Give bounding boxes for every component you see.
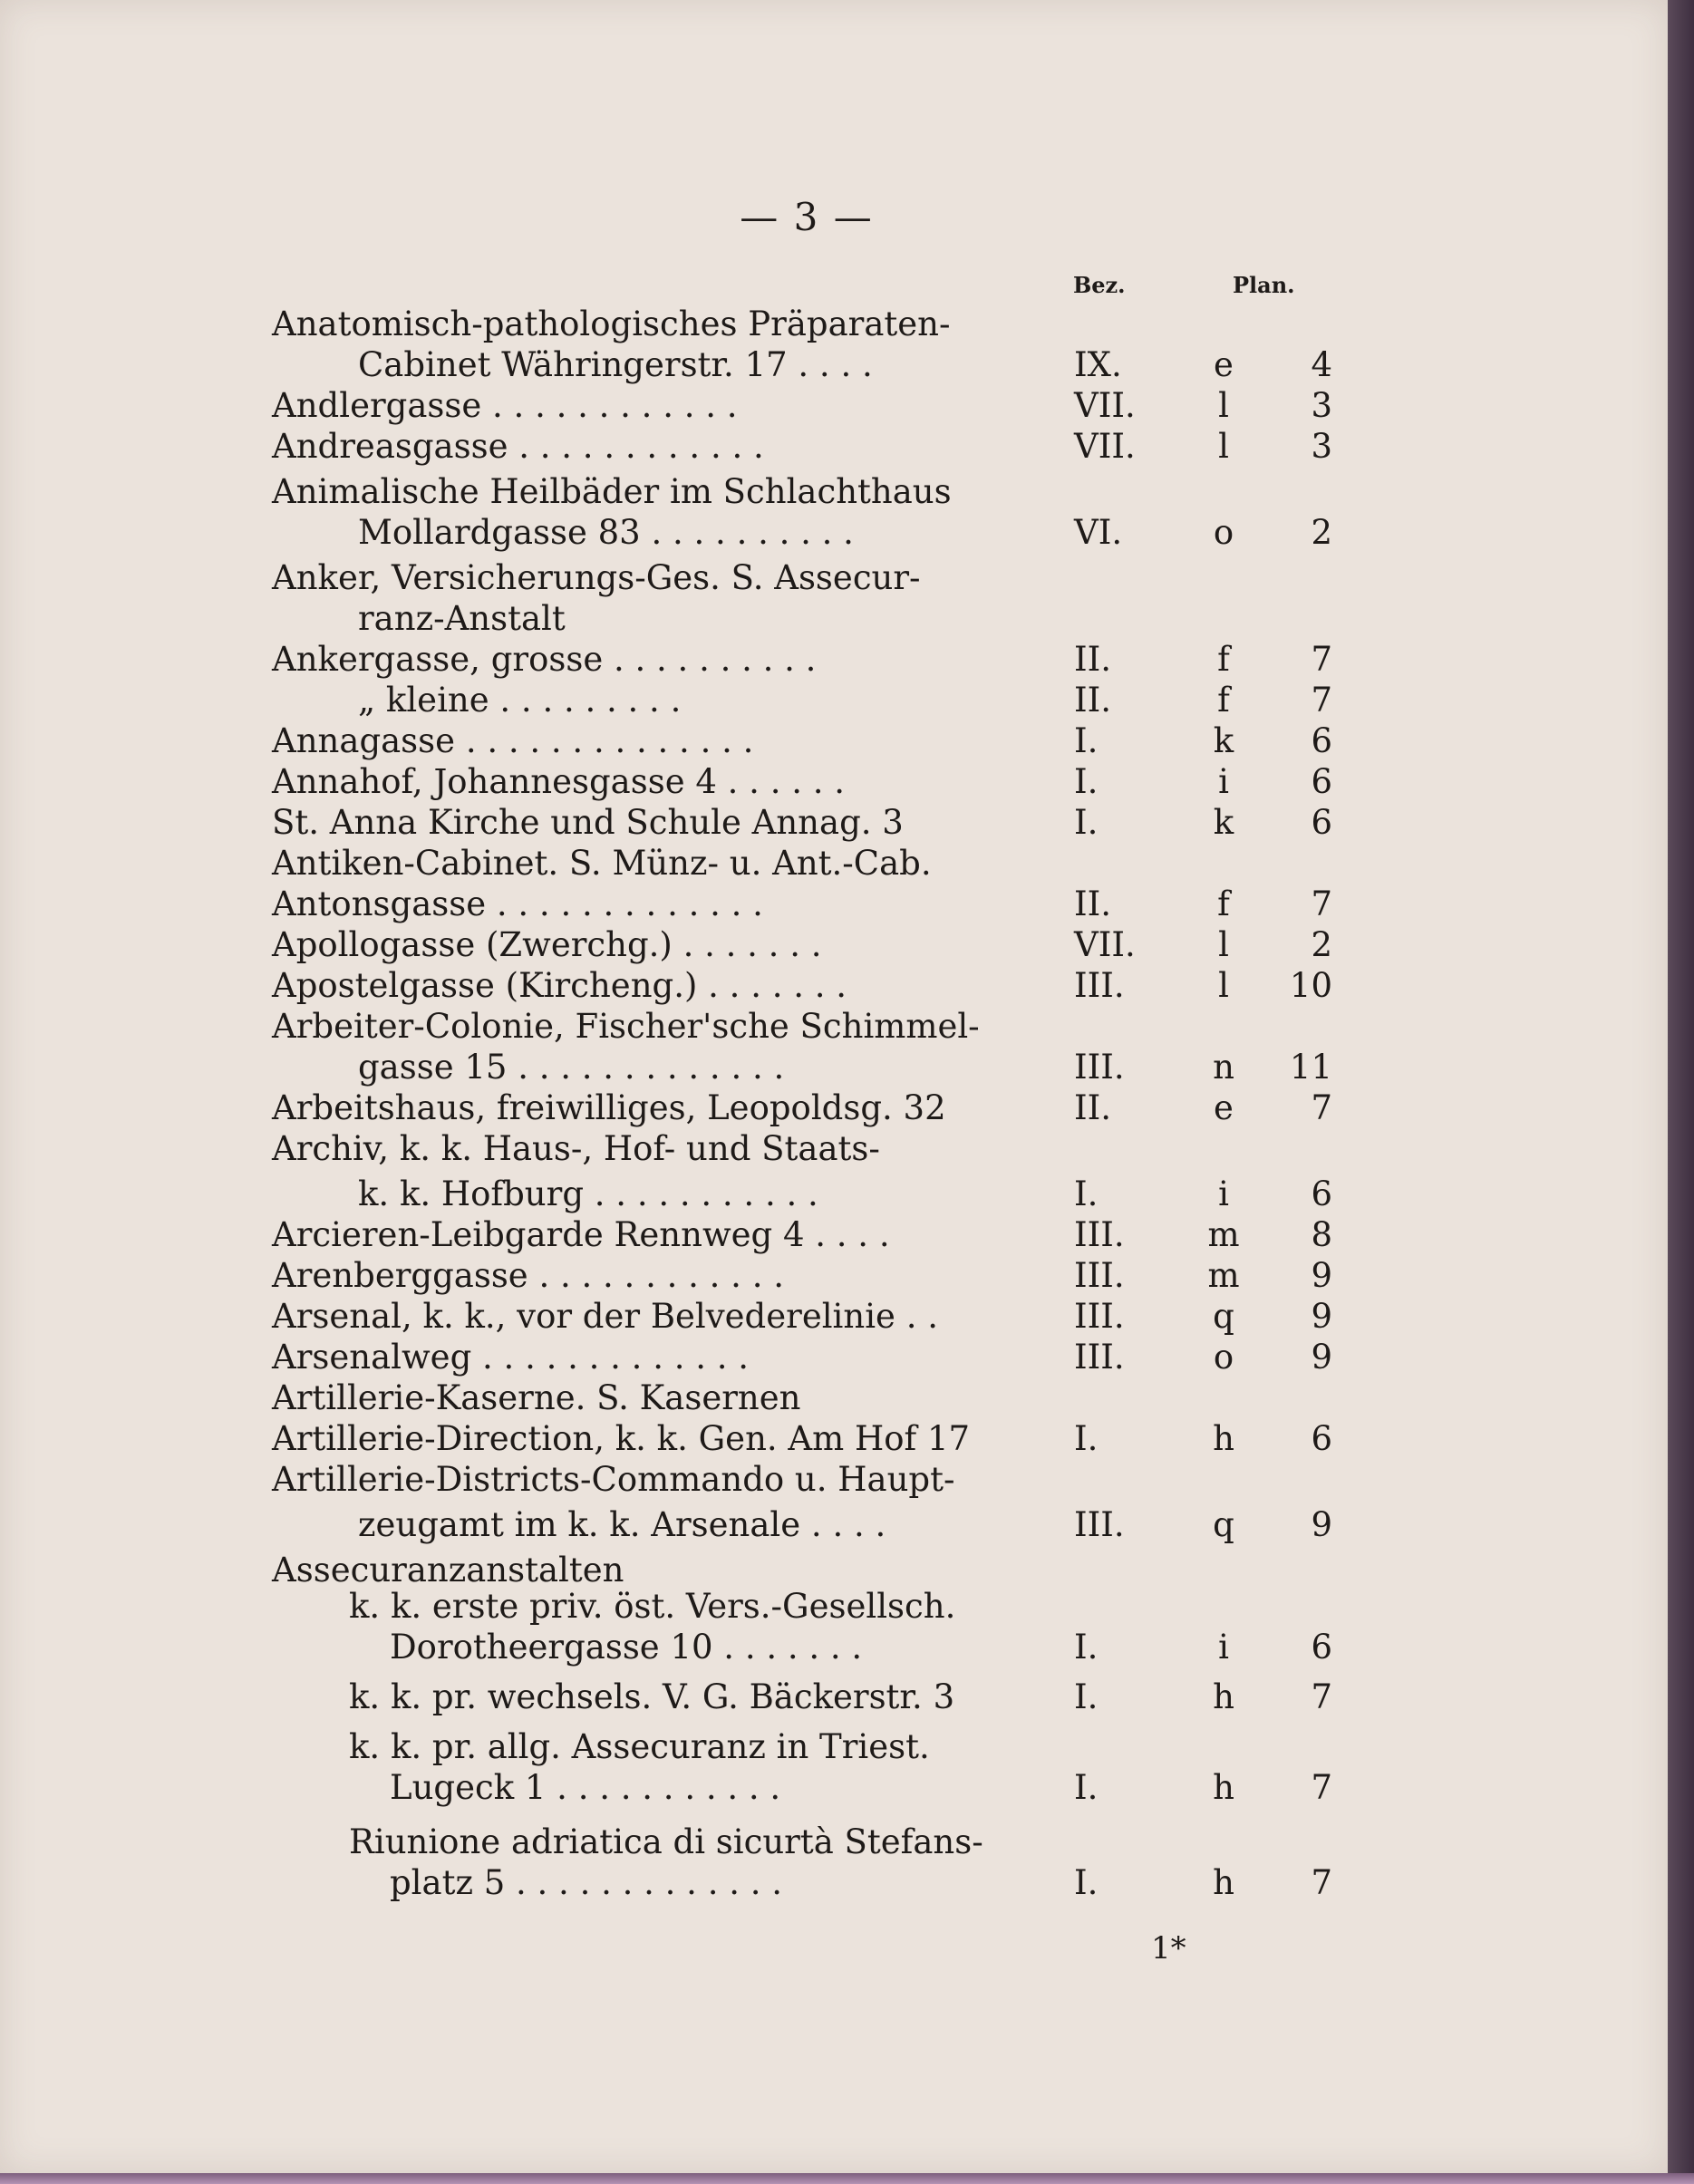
- book-edge-bottom: [0, 2173, 1694, 2184]
- entry-plan-number: 8: [1311, 1215, 1332, 1254]
- index-entry: [272, 426, 1360, 468]
- index-entry: [272, 1822, 1360, 1863]
- entry-plan-letter: f: [1217, 681, 1230, 720]
- entry-plan-letter: o: [1213, 513, 1234, 552]
- entry-bezirk: VII.: [1074, 925, 1136, 964]
- entry-text: zeugamt im k. k. Arsenale . . . .: [358, 1505, 886, 1544]
- index-entry: [272, 1726, 1360, 1768]
- entry-text: Lugeck 1 . . . . . . . . . . .: [390, 1768, 781, 1807]
- entry-plan-number: 2: [1311, 513, 1332, 552]
- entry-plan-number: 9: [1311, 1256, 1332, 1295]
- entry-bezirk: III.: [1074, 1215, 1125, 1254]
- index-entry: [272, 680, 1360, 721]
- entry-text: Annagasse . . . . . . . . . . . . . .: [272, 721, 754, 760]
- entry-text: Cabinet Währingerstr. 17 . . . .: [358, 345, 873, 384]
- index-entry: [272, 843, 1360, 884]
- entry-plan-letter: h: [1213, 1863, 1234, 1902]
- index-entry: [272, 761, 1360, 803]
- entry-text: „ kleine . . . . . . . . .: [358, 681, 682, 720]
- entry-bezirk: VII.: [1074, 386, 1136, 425]
- entry-plan-letter: o: [1213, 1338, 1234, 1377]
- index-entry: [272, 1459, 1360, 1501]
- entry-bezirk: IX.: [1074, 345, 1122, 384]
- entry-plan-letter: q: [1213, 1297, 1234, 1336]
- column-header-plan: Plan.: [1233, 272, 1295, 298]
- entry-text: Arbeiter-Colonie, Fischer'sche Schimmel-: [272, 1007, 980, 1046]
- entry-plan-letter: i: [1218, 1174, 1229, 1213]
- entry-bezirk: I.: [1074, 721, 1099, 760]
- index-entry: [272, 639, 1360, 681]
- entry-plan-number: 11: [1289, 1048, 1332, 1087]
- entry-text: Anker, Versicherungs-Ges. S. Assecur-: [272, 558, 921, 597]
- entry-text: platz 5 . . . . . . . . . . . . .: [390, 1863, 783, 1902]
- entry-text: Antonsgasse . . . . . . . . . . . . .: [272, 884, 763, 923]
- index-entry: [272, 512, 1360, 554]
- entry-text: St. Anna Kirche und Schule Annag. 3: [272, 803, 904, 842]
- entry-plan-number: 9: [1311, 1505, 1332, 1544]
- entry-text: Animalische Heilbäder im Schlachthaus: [272, 472, 952, 511]
- entry-plan-letter: k: [1213, 721, 1234, 760]
- entry-plan-number: 10: [1289, 966, 1332, 1005]
- entry-text: Dorotheergasse 10 . . . . . . .: [390, 1628, 863, 1667]
- entry-bezirk: I.: [1074, 1677, 1099, 1716]
- index-entry: [272, 598, 1360, 640]
- entry-text: ranz-Anstalt: [358, 599, 566, 638]
- entry-plan-number: 4: [1311, 345, 1332, 384]
- entry-plan-letter: i: [1218, 762, 1229, 801]
- entry-bezirk: III.: [1074, 1505, 1125, 1544]
- entry-bezirk: VII.: [1074, 427, 1136, 466]
- book-edge-right: [1668, 0, 1694, 2184]
- entry-plan-letter: e: [1214, 345, 1234, 384]
- entry-plan-letter: k: [1213, 803, 1234, 842]
- entry-plan-letter: l: [1218, 427, 1229, 466]
- entry-bezirk: I.: [1074, 1768, 1099, 1807]
- index-entry: [272, 1174, 1360, 1215]
- entry-bezirk: I.: [1074, 1174, 1099, 1213]
- index-entry: [272, 1337, 1360, 1378]
- entry-text: Annahof, Johannesgasse 4 . . . . . .: [272, 762, 846, 801]
- signature-mark: 1*: [1151, 1930, 1186, 1967]
- entry-plan-letter: n: [1213, 1048, 1234, 1087]
- index-entry: [272, 802, 1360, 844]
- index-entry: [272, 344, 1360, 386]
- entry-bezirk: I.: [1074, 803, 1099, 842]
- entry-bezirk: III.: [1074, 1338, 1125, 1377]
- index-entry: [272, 557, 1360, 599]
- entry-text: Arenberggasse . . . . . . . . . . . .: [272, 1256, 784, 1295]
- entry-plan-letter: m: [1207, 1215, 1240, 1254]
- index-entry: [272, 1214, 1360, 1256]
- entry-plan-letter: e: [1214, 1088, 1234, 1127]
- entry-plan-letter: l: [1218, 386, 1229, 425]
- index-entry: [272, 1862, 1360, 1904]
- entry-plan-number: 6: [1311, 1174, 1332, 1213]
- entry-bezirk: III.: [1074, 1297, 1125, 1336]
- entry-plan-number: 7: [1311, 1677, 1332, 1716]
- entry-text: Andlergasse . . . . . . . . . . . .: [272, 386, 738, 425]
- entry-plan-letter: q: [1213, 1505, 1234, 1544]
- entry-bezirk: I.: [1074, 1863, 1099, 1902]
- entry-text: Archiv, k. k. Haus-, Hof- und Staats-: [272, 1129, 880, 1168]
- index-entry: [272, 924, 1360, 966]
- entry-bezirk: II.: [1074, 640, 1111, 679]
- entry-text: Apostelgasse (Kircheng.) . . . . . . .: [272, 966, 847, 1005]
- entry-plan-number: 3: [1311, 386, 1332, 425]
- entry-text: Artillerie-Districts-Commando u. Haupt-: [272, 1460, 955, 1499]
- index-entry: [272, 1504, 1360, 1546]
- entry-plan-letter: l: [1218, 925, 1229, 964]
- entry-text: Arsenalweg . . . . . . . . . . . . .: [272, 1338, 750, 1377]
- entry-plan-letter: m: [1207, 1256, 1240, 1295]
- index-entry: [272, 1677, 1360, 1718]
- entry-plan-letter: h: [1213, 1768, 1234, 1807]
- entry-bezirk: I.: [1074, 1419, 1099, 1458]
- entry-plan-number: 2: [1311, 925, 1332, 964]
- index-entry: [272, 1767, 1360, 1809]
- entry-plan-number: 7: [1311, 1768, 1332, 1807]
- index-entry: [272, 1586, 1360, 1628]
- entry-plan-letter: f: [1217, 640, 1230, 679]
- entry-plan-number: 6: [1311, 1628, 1332, 1667]
- entry-plan-letter: f: [1217, 884, 1230, 923]
- column-header-bez: Bez.: [1073, 272, 1126, 298]
- index-entry: [272, 1377, 1360, 1419]
- entry-plan-number: 7: [1311, 681, 1332, 720]
- entry-bezirk: I.: [1074, 762, 1099, 801]
- index-entry: [272, 720, 1360, 762]
- index-entry: [272, 1418, 1360, 1460]
- entry-bezirk: III.: [1074, 1048, 1125, 1087]
- entry-bezirk: III.: [1074, 1256, 1125, 1295]
- entry-text: Ankergasse, grosse . . . . . . . . . .: [272, 640, 817, 679]
- entry-text: k. k. pr. allg. Assecuranz in Triest.: [349, 1727, 930, 1766]
- entry-text: Assecuranzanstalten: [272, 1551, 624, 1590]
- entry-plan-number: 6: [1311, 803, 1332, 842]
- entry-plan-number: 7: [1311, 640, 1332, 679]
- entry-plan-letter: i: [1218, 1628, 1229, 1667]
- entry-bezirk: II.: [1074, 884, 1111, 923]
- entry-text: k. k. pr. wechsels. V. G. Bäckerstr. 3: [349, 1677, 955, 1716]
- entry-plan-number: 9: [1311, 1338, 1332, 1377]
- page-number: — 3 —: [740, 195, 874, 239]
- index-entry: [272, 1296, 1360, 1338]
- index-entry: [272, 1047, 1360, 1088]
- entry-bezirk: II.: [1074, 1088, 1111, 1127]
- entry-text: Arbeitshaus, freiwilliges, Leopoldsg. 32: [272, 1088, 946, 1127]
- entry-bezirk: II.: [1074, 681, 1111, 720]
- index-entry: [272, 965, 1360, 1007]
- entry-plan-number: 9: [1311, 1297, 1332, 1336]
- index-entry: [272, 1627, 1360, 1668]
- entry-plan-number: 3: [1311, 427, 1332, 466]
- entry-text: Andreasgasse . . . . . . . . . . . .: [272, 427, 764, 466]
- index-entry: [272, 1255, 1360, 1297]
- entry-plan-number: 6: [1311, 1419, 1332, 1458]
- entry-plan-letter: h: [1213, 1419, 1234, 1458]
- entry-plan-number: 6: [1311, 721, 1332, 760]
- entry-plan-number: 7: [1311, 884, 1332, 923]
- entry-text: k. k. Hofburg . . . . . . . . . . .: [358, 1174, 818, 1213]
- index-entry: [272, 385, 1360, 427]
- entry-plan-letter: l: [1218, 966, 1229, 1005]
- entry-bezirk: I.: [1074, 1628, 1099, 1667]
- entry-bezirk: VI.: [1074, 513, 1123, 552]
- entry-plan-number: 6: [1311, 762, 1332, 801]
- entry-text: Apollogasse (Zwerchg.) . . . . . . .: [272, 925, 822, 964]
- index-entry: [272, 1128, 1360, 1170]
- index-entry: [272, 471, 1360, 513]
- index-entry: [272, 1006, 1360, 1048]
- index-entry: [272, 884, 1360, 925]
- index-entry: [272, 1087, 1360, 1129]
- entry-text: Mollardgasse 83 . . . . . . . . . .: [358, 513, 854, 552]
- entry-text: Arcieren-Leibgarde Rennweg 4 . . . .: [272, 1215, 890, 1254]
- entry-text: Antiken-Cabinet. S. Münz- u. Ant.-Cab.: [272, 844, 932, 883]
- entry-text: Anatomisch-pathologisches Präparaten-: [272, 304, 951, 343]
- entry-plan-number: 7: [1311, 1088, 1332, 1127]
- entry-plan-number: 7: [1311, 1863, 1332, 1902]
- entry-text: Arsenal, k. k., vor der Belvederelinie . .: [272, 1297, 938, 1336]
- entry-text: Artillerie-Direction, k. k. Gen. Am Hof 17: [272, 1419, 971, 1458]
- entry-text: gasse 15 . . . . . . . . . . . . .: [358, 1048, 785, 1087]
- entry-plan-letter: h: [1213, 1677, 1234, 1716]
- entry-text: k. k. erste priv. öst. Vers.-Gesellsch.: [349, 1587, 956, 1626]
- index-entry: [272, 304, 1360, 345]
- entry-text: Riunione adriatica di sicurtà Stefans-: [349, 1822, 983, 1861]
- entry-bezirk: III.: [1074, 966, 1125, 1005]
- entry-text: Artillerie-Kaserne. S. Kasernen: [272, 1378, 801, 1417]
